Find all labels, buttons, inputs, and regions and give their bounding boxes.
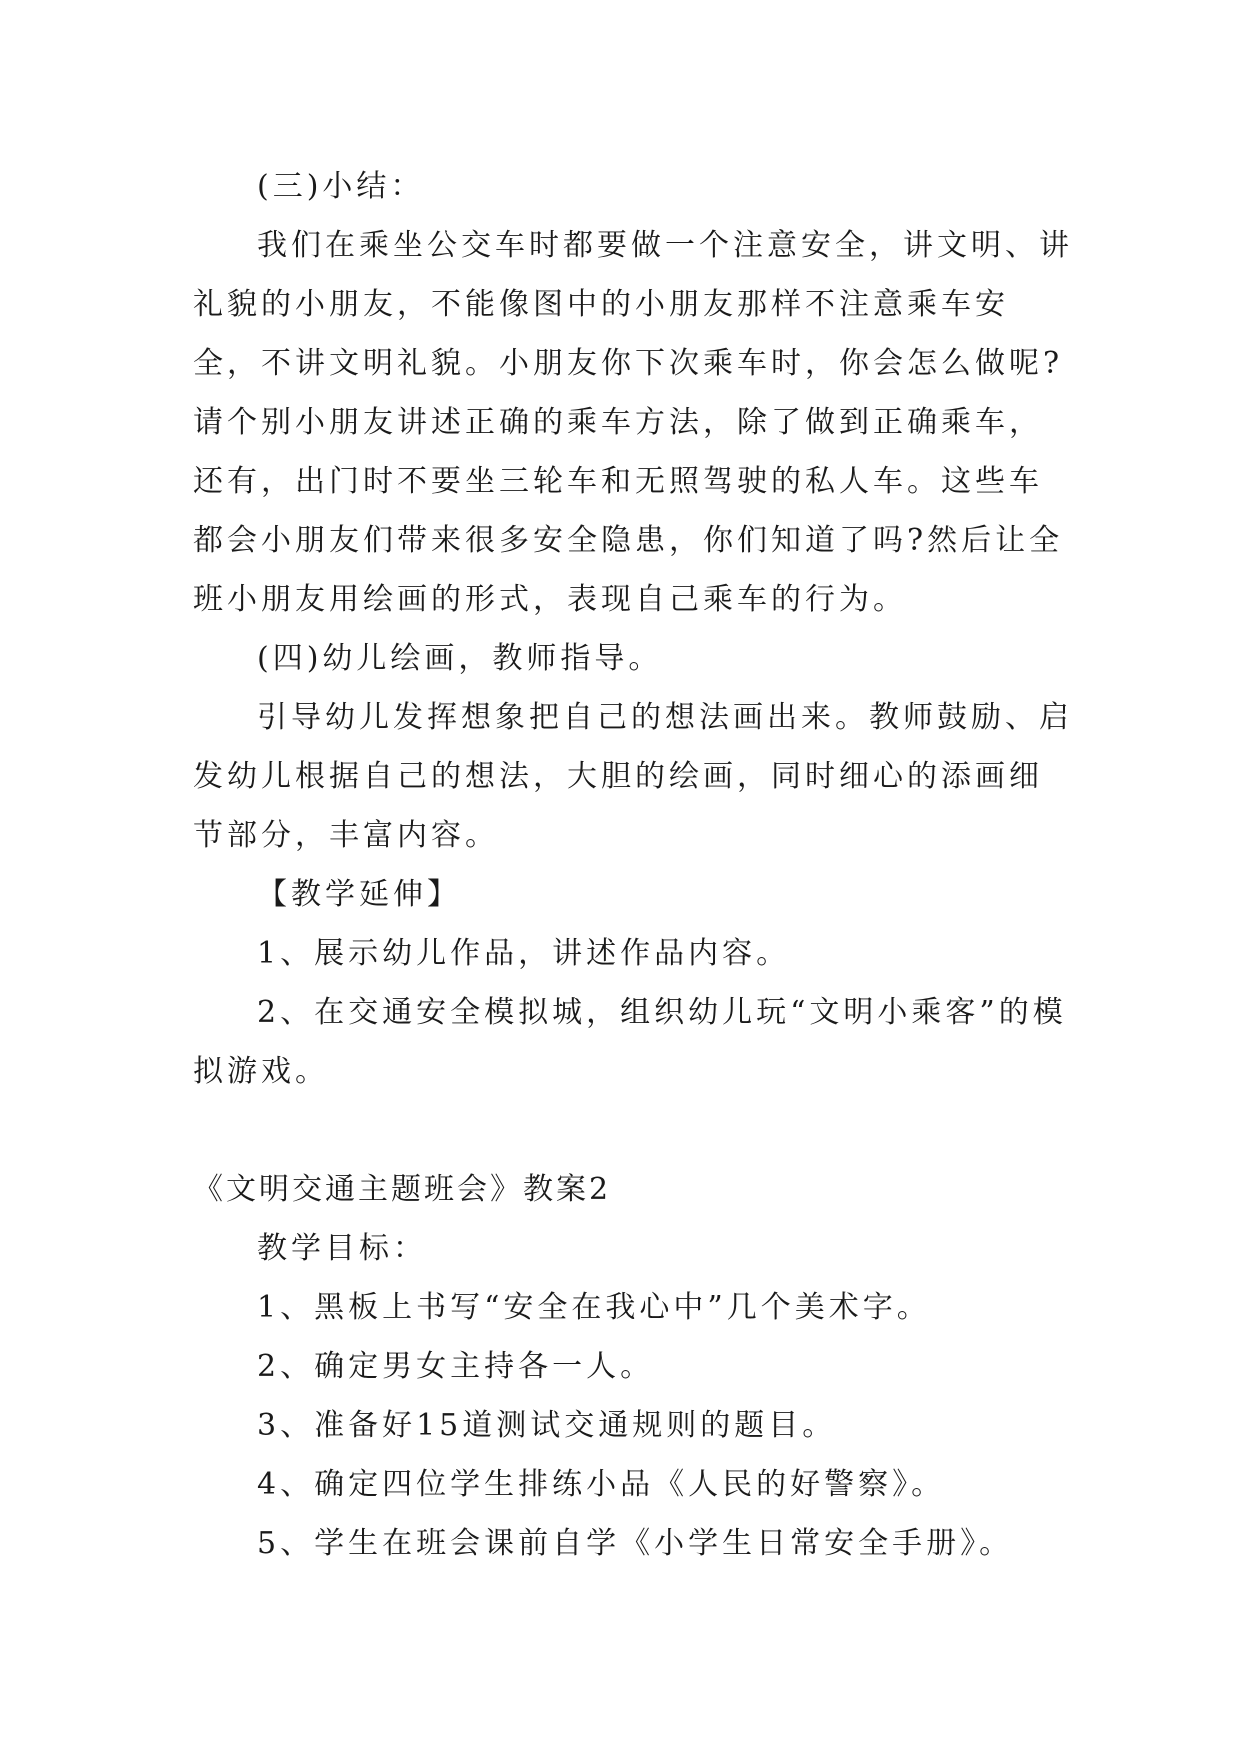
goal-item-1: 1、黑板上书写“安全在我心中”几个美术字。 (257, 1290, 931, 1325)
section-heading-drawing: (四)幼儿绘画，教师指导。 (257, 641, 663, 676)
section-heading-summary: (三)小结： (257, 169, 425, 204)
summary-paragraph: 我们在乘坐公交车时都要做一个注意安全，讲文明、讲礼貌的小朋友，不能像图中的小朋友那样不注意乘车安全，不讲文明礼貌。小朋友你下次乘车时，你会怎么做呢?请个别小朋友讲述正确的乘车方法，除了做到正确乘车，还有，出门时不要坐三轮车和无照驾驶的私人车。这些车都会小朋友们带来很多安全隐患，你们知道了吗?然后让全班小朋友用绘画的形式，表现自己乘车的行为。 (193, 228, 1073, 617)
goal-item-5: 5、学生在班会课前自学《小学生日常安全手册》。 (257, 1526, 1014, 1561)
extension-item-1: 1、展示幼儿作品，讲述作品内容。 (257, 936, 791, 971)
extension-item-2: 2、在交通安全模拟城，组织幼儿玩“文明小乘客”的模拟游戏。 (193, 995, 1067, 1089)
document-body (193, 157, 1073, 1573)
drawing-paragraph: 引导幼儿发挥想象把自己的想法画出来。教师鼓励、启发幼儿根据自己的想法，大胆的绘画，同时细心的添画细节部分，丰富内容。 (193, 700, 1073, 853)
goals-heading: 教学目标： (257, 1231, 427, 1266)
plan-title: 《文明交通主题班会》教案2 (193, 1172, 612, 1207)
goal-item-2: 2、确定男女主持各一人。 (257, 1349, 655, 1384)
goal-item-4: 4、确定四位学生排练小品《人民的好警察》。 (257, 1467, 946, 1502)
extension-heading: 【教学延伸】 (257, 877, 461, 912)
section-gap (193, 1101, 1073, 1160)
goal-item-3: 3、准备好15道测试交通规则的题目。 (257, 1408, 837, 1443)
